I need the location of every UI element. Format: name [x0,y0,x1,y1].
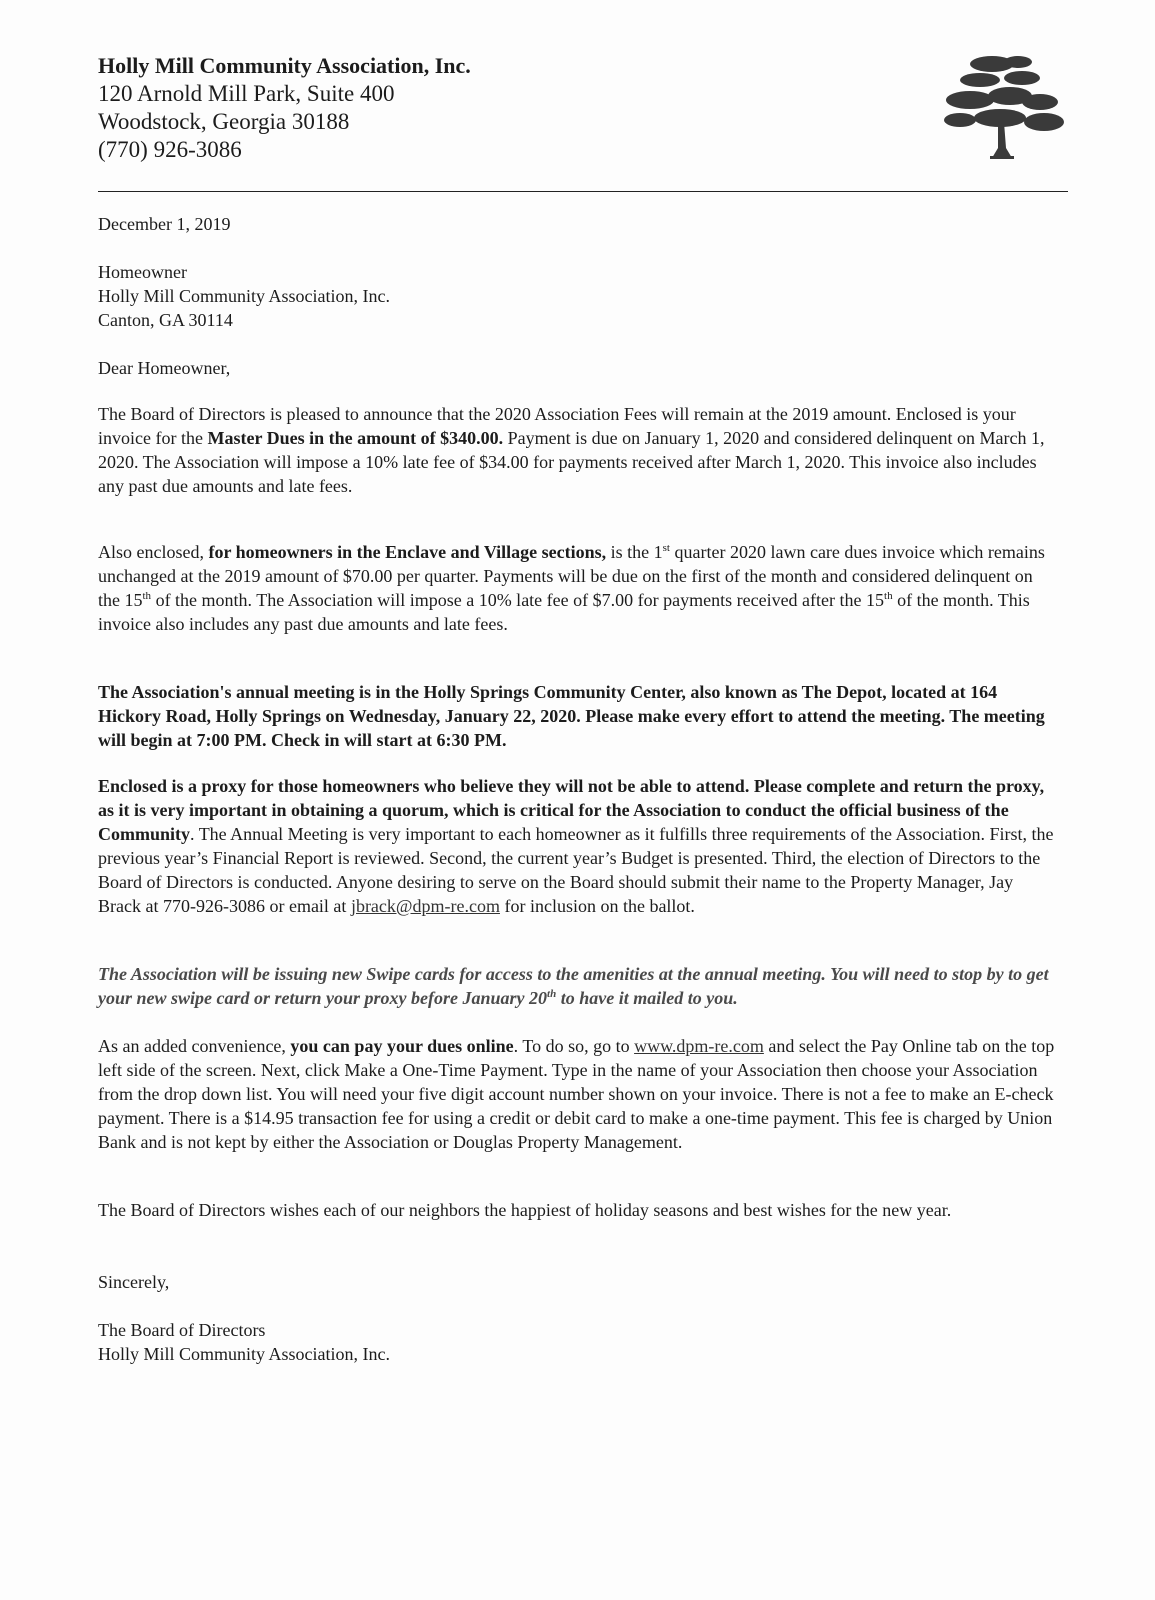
p1-master-dues-amount: Master Dues in the amount of $340.00. [207,428,504,448]
paragraph-proxy [98,774,1058,918]
email-link[interactable]: jbrack@dpm-re.com [350,896,500,916]
p6-text-a: As an added convenience, [98,1036,291,1056]
signature-line-2: Holly Mill Community Association, Inc. [98,1344,390,1364]
p4-proxy-note: Enclosed is a proxy for those homeowners who believe they will not be able to attend. Please complete and return the proxy, as it is very important in obtaining a quorum, which is critical for the Association to conduct the official business of the Community [98,776,1045,844]
p5-sup: th [547,988,557,1000]
p6-text-c: and select the Pay Online tab on the top left side of the screen. Next, click Make a One-Time Payment. Type in the name of your Association then choose your Association from the drop down list. You will need your five digit account number shown on your invoice. There is not a fee to make an E-check payment. There is a $14.95 transaction fee for using a credit or debit card to make a one-time payment. This fee is charged by Union Bank and is not kept by either the Association or Douglas Property Management. [98,1036,1055,1152]
p2-sup-1: st [662,542,670,554]
p1-text-b: Payment is due on January 1, 2020 and considered delinquent on March 1, 2020. The Association will impose a 10% late fee of $34.00 for payments received after March 1, 2020. This invoice also includes any past due amounts and late fees. [98,428,1045,496]
p4-text-a: . The Annual Meeting is very important to each homeowner as it fulfills three requirements of the Association. First, the previous year’s Financial Report is reviewed. Second, the current year’s Budget is presented. Third, the election of Directors to the Board of Directors is conducted. Anyone desiring to serve on the Board should submit their name to the Property Manager, Jay Brack at 770-926-3086 or email at [98,824,1054,916]
p5-text-a: The Association will be issuing new Swipe cards for access to the amenities at the annual meeting. You will need to stop by to get your new swipe card or return your proxy before January 20 [98,964,1049,1008]
signature-block [98,1318,1058,1366]
recipient-line-2: Holly Mill Community Association, Inc. [98,286,390,306]
p1-text-a: The Board of Directors is pleased to announce that the 2020 Association Fees will remain at the 2019 amount. Enclosed is your invoice for the [98,404,1016,448]
p2-text-a: Also enclosed, [98,542,209,562]
paragraph-swipe-cards [98,962,1058,1010]
letterhead-divider [98,191,1068,192]
paragraph-annual-meeting: The Association's annual meeting is in the Holly Springs Community Center, also known as The Depot, located at 164 Hickory Road, Holly Springs on Wednesday, January 22, 2020. Please make every effort to attend the meeting. The meeting will begin at 7:00 PM. Check in will start at 6:30 PM. [98,682,1045,750]
recipient-address [98,260,1058,332]
tree-icon [940,50,1070,165]
website-link[interactable]: www.dpm-re.com [634,1036,764,1056]
signature-line-1: The Board of Directors [98,1320,266,1340]
p2-text-e: of the month. This invoice also includes any past due amounts and late fees. [98,590,1030,634]
org-name: Holly Mill Community Association, Inc. [98,53,471,78]
p2-sections-note: for homeowners in the Enclave and Village sections, [208,542,607,562]
p2-sup-3: th [884,590,893,602]
phone-number: (770) 926-3086 [98,137,242,162]
p4-text-b: for inclusion on the ballot. [499,896,695,916]
closing: Sincerely, [98,1272,170,1292]
p5-text-b: to have it mailed to you. [556,988,738,1008]
p2-sup-2: th [142,590,152,602]
salutation: Dear Homeowner, [98,358,231,378]
letterhead [98,52,471,164]
p2-text-b: is the 1 [606,542,663,562]
p2-text-d: of the month. The Association will impose a 10% late fee of $7.00 for payments received after the 15 [151,590,885,610]
address-line-1: 120 Arnold Mill Park, Suite 400 [98,81,395,106]
address-line-2: Woodstock, Georgia 30188 [98,109,350,134]
p6-pay-online-note: you can pay your dues online [290,1036,514,1056]
letter-date: December 1, 2019 [98,214,231,234]
p2-text-c: quarter 2020 lawn care dues invoice which remains unchanged at the 2019 amount of $70.00 per quarter. Payments will be due on the first of the month and considered delinquent on the 15 [98,542,1045,610]
paragraph-holiday-wishes: The Board of Directors wishes each of our neighbors the happiest of holiday seasons and best wishes for the new year. [98,1200,952,1220]
paragraph-lawn-care [98,540,1058,636]
p6-text-b: . To do so, go to [513,1036,635,1056]
paragraph-master-dues [98,402,1058,498]
recipient-line-1: Homeowner [98,262,187,282]
paragraph-pay-online [98,1034,1058,1154]
recipient-line-3: Canton, GA 30114 [98,310,233,330]
